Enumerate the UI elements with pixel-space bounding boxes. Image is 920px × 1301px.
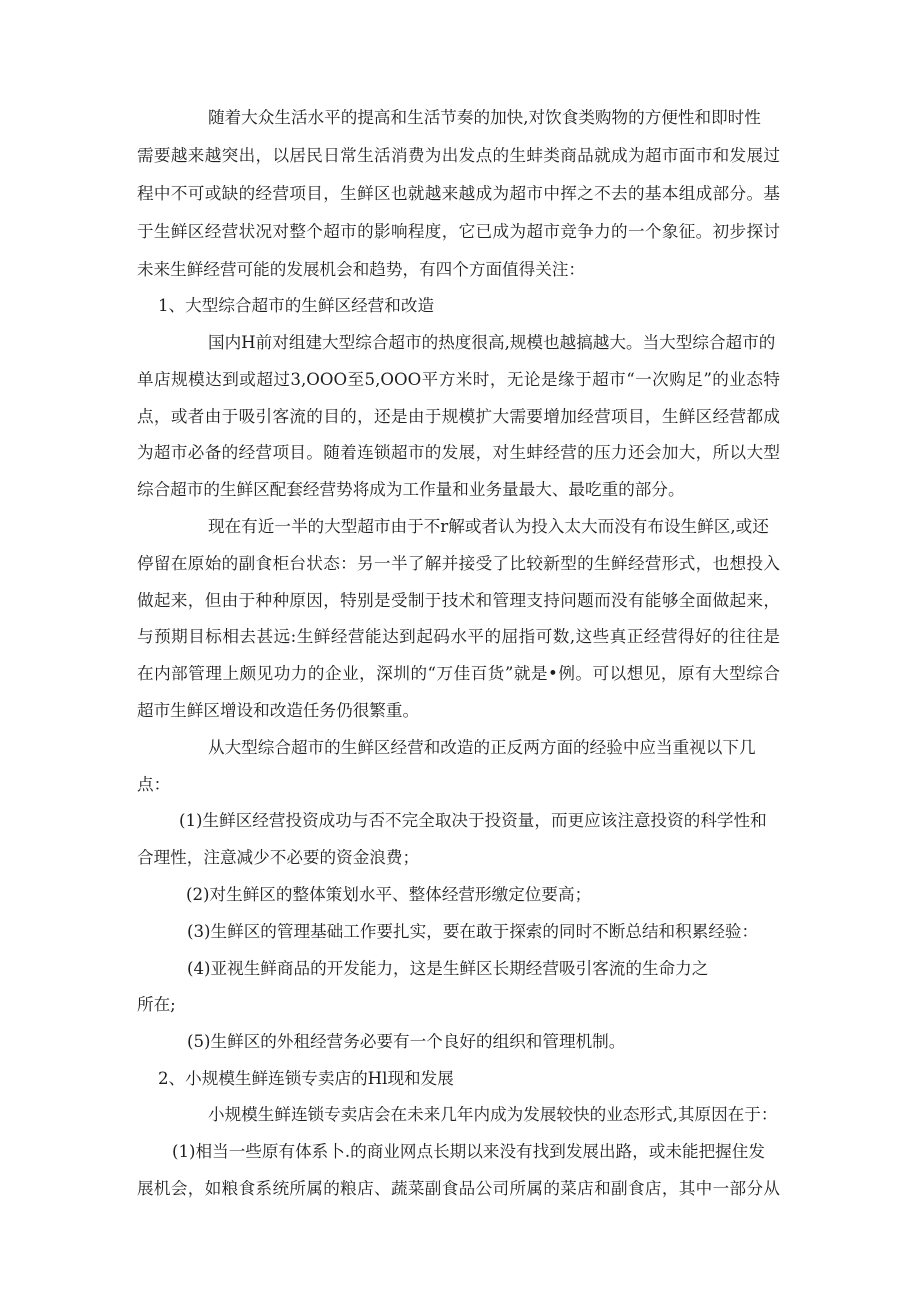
paragraph-line: 从大型综合超市的生鲜区经营和改造的正反两方面的经验中应当重视以下几 [208, 738, 756, 757]
list-item: (3)生鲜区的管理基础工作要扎实，要在敢于探索的同时不断总结和积累经验： [187, 922, 759, 941]
paragraph-line: 现在有近一半的大型超市由于不r解或者认为投入太大而没有布设生鲜区,或还 [208, 517, 769, 536]
list-item: (2)对生鲜区的整体策划水平、整体经营形缴定位要高； [186, 885, 592, 904]
paragraph-line: 展机会，如粮食系统所属的粮店、蔬菜副食品公司所属的菜店和副食店，其中一部分从 [137, 1179, 780, 1198]
paragraph-line: 小规模生鲜连锁专卖店会在未来几年内成为发展较快的业态形式,其原因在于： [208, 1105, 778, 1124]
list-item: 合理性，注意减少不必要的资金浪费； [137, 848, 420, 867]
paragraph-line: 程中不可或缺的经营项目，生鲜区也就越来越成为超市中挥之不去的基本组成部分。基 [137, 184, 780, 203]
paragraph-line: 未来生鲜经营可能的发展机会和趋势，有四个方面值得关注： [137, 260, 586, 279]
paragraph-line: 点，或者由于吸引客流的目的，还是由于规模扩大需要增加经营项目，生鲜区经营都成 [137, 407, 780, 426]
list-item: (1)生鲜区经营投资成功与否不完全取决于投资量，而更应该注意投资的科学性和 [179, 811, 767, 830]
paragraph-line: 做起来，但由于种种原因，特别是受制于技术和管理支持问题而没有能够全面做起来， [137, 591, 780, 610]
paragraph-line: 停留在原始的副食柜台状态：另一半了解并接受了比较新型的生鲜经营形式，也想投入 [137, 554, 780, 573]
paragraph-line: 国内H前对组建大型综合超市的热度很高,规模也越搞越大。当大型综合超市的 [208, 333, 776, 352]
paragraph-line: 需要越来越突出，以居民日常生活消费为出发点的生蚌类商品就成为超市面市和发展过 [137, 146, 780, 165]
list-item: (4)亚视生鲜商品的开发能力，这是生鲜区长期经营吸引客流的生命力之 [187, 959, 709, 978]
list-item: (5)生鲜区的外租经营务必要有一个良好的组织和管理机制。 [187, 1032, 626, 1051]
list-item: 所在; [137, 995, 176, 1014]
section-heading: 1、大型综合超市的生鲜区经营和改造 [158, 296, 435, 315]
section-heading: 2、小规模生鲜连锁专卖店的Hl现和发展 [158, 1069, 454, 1088]
paragraph-line: 为超市必备的经营项目。随着连锁超市的发展，对生蚌经营的压力还会加大，所以大型 [137, 443, 780, 462]
paragraph-line: 于生鲜区经营状况对整个超市的影响程度，它已成为超市竞争力的一个象征。初步探讨 [137, 222, 780, 241]
paragraph-line: 单店规模达到或超过3,OOO至5,OOO平方米时，无论是缘于超市“一次购足”的业态特 [137, 370, 780, 389]
paragraph-line: 点： [137, 775, 171, 794]
paragraph-line: 超市生鲜区增设和改造任务仍很繁重。 [137, 701, 420, 720]
paragraph-line: 随着大众生活水平的提高和生活节奏的加快,对饮食类购物的方便性和即时性 [208, 108, 761, 127]
paragraph-line: 在内部管理上颇见功力的企业，深圳的“万佳百货”就是•例。可以想见，原有大型综合 [137, 664, 780, 683]
paragraph-line: 综合超市的生鲜区配套经营势将成为工作量和业务量最大、最吃重的部分。 [137, 480, 685, 499]
paragraph-line: (1)相当一些原有体系卜.的商业网点长期以来没有找到发展出路，或未能把握住发 [172, 1142, 765, 1161]
paragraph-line: 与预期目标相去甚远:生鲜经营能达到起码水平的屈指可数,这些真正经营得好的往往是 [137, 627, 780, 646]
